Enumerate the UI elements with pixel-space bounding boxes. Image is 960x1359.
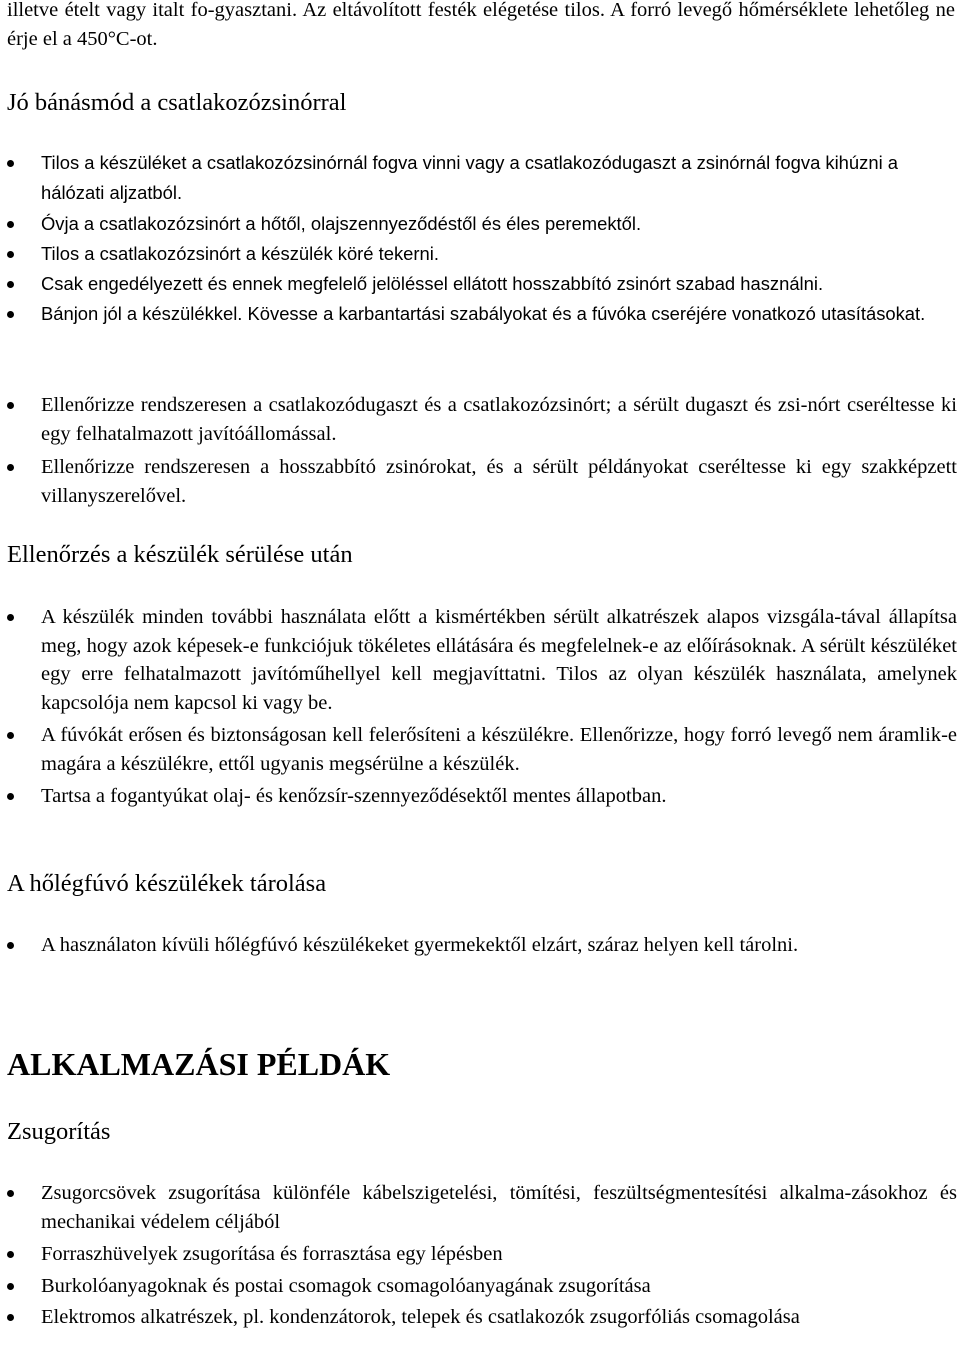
intro-paragraph: illetve ételt vagy italt fo-gyasztani. Az eltávolított festék elégetése tilos. A forró levegő hőmérséklete lehetőleg ne érje el a 450°C-ot. (7, 0, 955, 50)
bullet-icon (7, 251, 14, 258)
list-item: Burkolóanyagoknak és postai csomagok csomagolóanyagának zsugorítása (7, 1272, 957, 1301)
bullet-icon (7, 311, 14, 318)
bullet-icon (7, 1283, 14, 1290)
bullet-icon (7, 1314, 14, 1321)
bullet-icon (7, 221, 14, 228)
shrinking-list (7, 1179, 957, 1332)
bullet-icon (7, 614, 14, 621)
list-item: Forraszhüvelyek zsugorítása és forrasztása egy lépésben (7, 1240, 957, 1269)
main-heading: ALKALMAZÁSI PÉLDÁK (7, 1046, 391, 1082)
list-item: Bánjon jól a készülékkel. Kövesse a karbantartási szabályokat és a fúvóka cseréjére vonatkozó utasításokat. (7, 299, 957, 329)
list-item: Tilos a csatlakozózsinórt a készülék köré tekerni. (7, 239, 957, 269)
list-item: Óvja a csatlakozózsinórt a hőtől, olajszennyeződéstől és éles peremektől. (7, 209, 957, 239)
bullet-icon (7, 1190, 14, 1197)
damage-check-list (7, 603, 957, 811)
list-item: Zsugorcsövek zsugorítása különféle kábelszigetelési, tömítési, feszültségmentesítési alkalma-zásokhoz és mechanikai védelem céljából (7, 1179, 957, 1236)
list-item: A használaton kívüli hőlégfúvó készülékeket gyermekektől elzárt, száraz helyen kell tárolni. (7, 931, 957, 960)
bullet-icon (7, 942, 14, 949)
storage-list (7, 931, 957, 960)
list-item: A készülék minden további használata előtt a kismértékben sérült alkatrészek alapos vizsgála-tával állapítsa meg, hogy azok képesek-e funkciójuk tökéletes ellátására és megfelelnek-e az előírásoknak. A sérült készüléket egy erre felhatalmazott javítóműhellyel kell megjavíttatni. Tilos az olyan készülék használata, amelynek kapcsolója nem kapcsol ki vagy be. (7, 603, 957, 717)
list-item: Ellenőrizze rendszeresen a hosszabbító zsinórokat, és a sérült példányokat cseréltesse ki egy szakképzett villanyszerelővel. (7, 453, 957, 510)
list-item: A fúvókát erősen és biztonságosan kell felerősíteni a készülékre. Ellenőrizze, hogy forró levegő nem áramlik-e magára a készülékre, ettől ugyanis megsérülne a készülék. (7, 721, 957, 778)
bullet-icon (7, 160, 14, 167)
bullet-icon (7, 402, 14, 409)
cord-handling-list (7, 148, 957, 329)
bullet-icon (7, 793, 14, 800)
bullet-icon (7, 732, 14, 739)
list-item: Tilos a készüléket a csatlakozózsinórnál fogva vinni vagy a csatlakozódugaszt a zsinórnál fogva kihúzni a hálózati aljzatból. (7, 148, 957, 208)
bullet-icon (7, 1251, 14, 1258)
heading-storage: A hőlégfúvó készülékek tárolása (7, 870, 327, 897)
heading-cord-handling: Jó bánásmód a csatlakozózsinórral (7, 89, 347, 116)
list-item: Ellenőrizze rendszeresen a csatlakozódugaszt és a csatlakozózsinórt; a sérült dugaszt és zsi-nórt cseréltesse ki egy felhatalmazott javítóállomással. (7, 391, 957, 448)
list-item: Elektromos alkatrészek, pl. kondenzátorok, telepek és csatlakozók zsugorfóliás csomagolása (7, 1303, 957, 1332)
cord-check-list (7, 391, 957, 510)
list-item: Csak engedélyezett és ennek megfelelő jelöléssel ellátott hosszabbító zsinórt szabad használni. (7, 269, 957, 299)
bullet-icon (7, 281, 14, 288)
heading-damage-check: Ellenőrzés a készülék sérülése után (7, 541, 353, 568)
list-item: Tartsa a fogantyúkat olaj- és kenőzsír-szennyeződésektől mentes állapotban. (7, 782, 957, 811)
bullet-icon (7, 464, 14, 471)
heading-shrinking: Zsugorítás (7, 1118, 111, 1145)
